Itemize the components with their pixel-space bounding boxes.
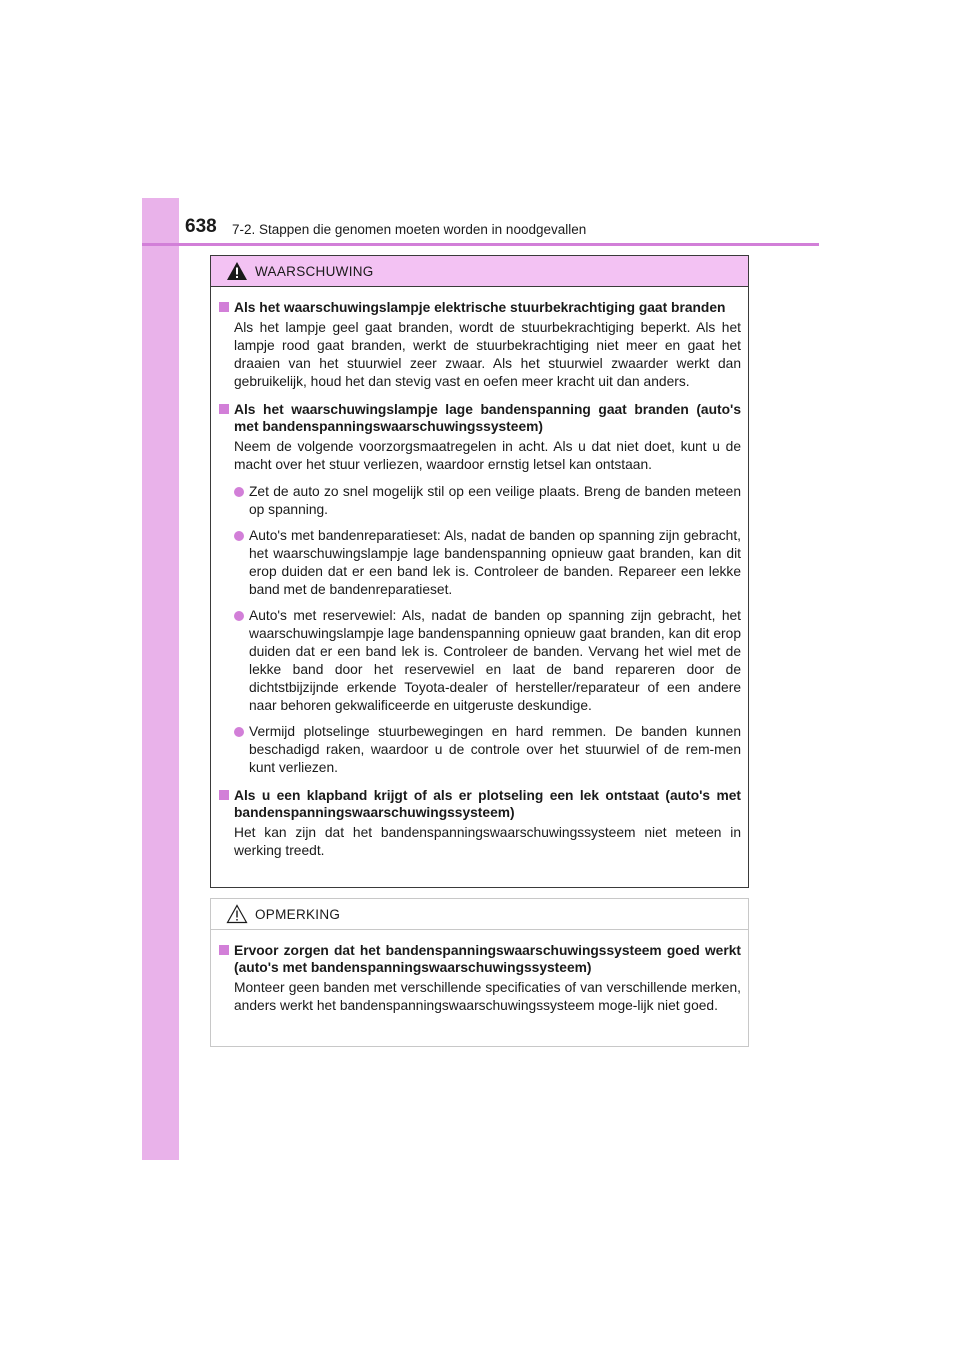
square-bullet-icon	[219, 302, 229, 312]
bullet-item	[218, 607, 741, 715]
item-title	[218, 942, 741, 976]
note-box	[210, 898, 749, 1047]
item-title-text: Als het waarschuwingslampje lage bandenspanning gaat branden (auto's met bandenspanningswaarschuwingssysteem)	[234, 402, 741, 434]
round-bullet-icon	[234, 727, 244, 737]
square-bullet-icon	[219, 404, 229, 414]
square-bullet-icon	[219, 945, 229, 955]
note-box-header	[211, 899, 748, 930]
item-title-text: Ervoor zorgen dat het bandenspanningswaarschuwingssysteem goed werkt (auto's met bandenspanningswaarschuwingssysteem)	[234, 943, 741, 975]
item-text: Het kan zijn dat het bandenspanningswaarschuwingssysteem niet meteen in werking treedt.	[234, 825, 741, 858]
item-text: Neem de volgende voorzorgsmaatregelen in acht. Als u dat niet doet, kunt u de macht over het stuur verliezen, waardoor ernstig letsel kan ontstaan.	[234, 439, 741, 472]
header-divider	[142, 243, 819, 246]
item-title-text: Als het waarschuwingslampje elektrische stuurbekrachtiging gaat branden	[234, 300, 726, 315]
caution-triangle-outline-icon	[226, 904, 248, 924]
bullet-text: Auto's met bandenreparatieset: Als, nadat de banden op spanning zijn gebracht, het waarschuwingslampje lage bandenspanning opnieuw gaat branden, kan dit erop duiden dat er een band lek is. Controleer de banden. Repareer een lekke band met de bandenreparatieset.	[249, 528, 741, 597]
chapter-side-tab	[142, 198, 179, 1160]
square-bullet-icon	[219, 790, 229, 800]
warning-label: WAARSCHUWING	[255, 264, 374, 279]
item-title-text: Als u een klapband krijgt of als er plotseling een lek ontstaat (auto's met bandenspanningswaarschuwingssysteem)	[234, 788, 741, 820]
warning-item	[218, 299, 741, 391]
bullet-text: Zet de auto zo snel mogelijk stil op een veilige plaats. Breng de banden meteen op spanning.	[249, 484, 741, 517]
item-title	[218, 401, 741, 435]
warning-triangle-icon	[226, 261, 248, 281]
bullet-text: Auto's met reservewiel: Als, nadat de banden op spanning zijn gebracht, het waarschuwingslampje lage bandenspanning opnieuw gaat branden, kan dit erop duiden dat er een band lek is. Controleer de banden. Vervang het wiel met de lekke band door het reservewiel en laat de band repareren door de dichtstbijzijnde erkende Toyota-dealer of hersteller/reparateur of een andere naar behoren gekwalificeerde en uitgeruste deskundige.	[249, 608, 741, 713]
item-text: Als het lampje geel gaat branden, wordt de stuurbekrachtiging beperkt. Als het lampje rood gaat branden, werkt de stuurbekrachtiging niet meer en gaat het draaien van het stuurwiel zeer zwaar. Als het stuurwiel zwaarder werkt dan gebruikelijk, houd het dan stevig vast en oefen meer kracht uit dan anders.	[234, 320, 741, 389]
section-title: 7-2. Stappen die genomen moeten worden in noodgevallen	[232, 222, 587, 237]
bullet-text: Vermijd plotselinge stuurbewegingen en hard remmen. De banden kunnen beschadigd raken, waardoor u de controle over het stuurwiel of de rem-men kunt verliezen.	[249, 724, 741, 775]
page-number: 638	[185, 216, 217, 237]
warning-box	[210, 255, 749, 888]
bullet-item	[218, 723, 741, 777]
item-title	[218, 787, 741, 821]
round-bullet-icon	[234, 611, 244, 621]
note-item	[218, 942, 741, 1015]
note-label: OPMERKING	[255, 907, 341, 922]
round-bullet-icon	[234, 487, 244, 497]
warning-item	[218, 787, 741, 860]
warning-body	[211, 287, 748, 860]
bullet-list	[218, 483, 741, 777]
item-title	[218, 299, 741, 316]
warning-item	[218, 401, 741, 777]
note-body	[211, 930, 748, 1015]
bullet-item	[218, 483, 741, 519]
round-bullet-icon	[234, 531, 244, 541]
bullet-item	[218, 527, 741, 599]
item-text: Monteer geen banden met verschillende specificaties of van verschillende merken, anders werkt het bandenspanningswaarschuwingssysteem moge-lijk niet goed.	[234, 980, 741, 1013]
warning-box-header	[211, 256, 748, 287]
